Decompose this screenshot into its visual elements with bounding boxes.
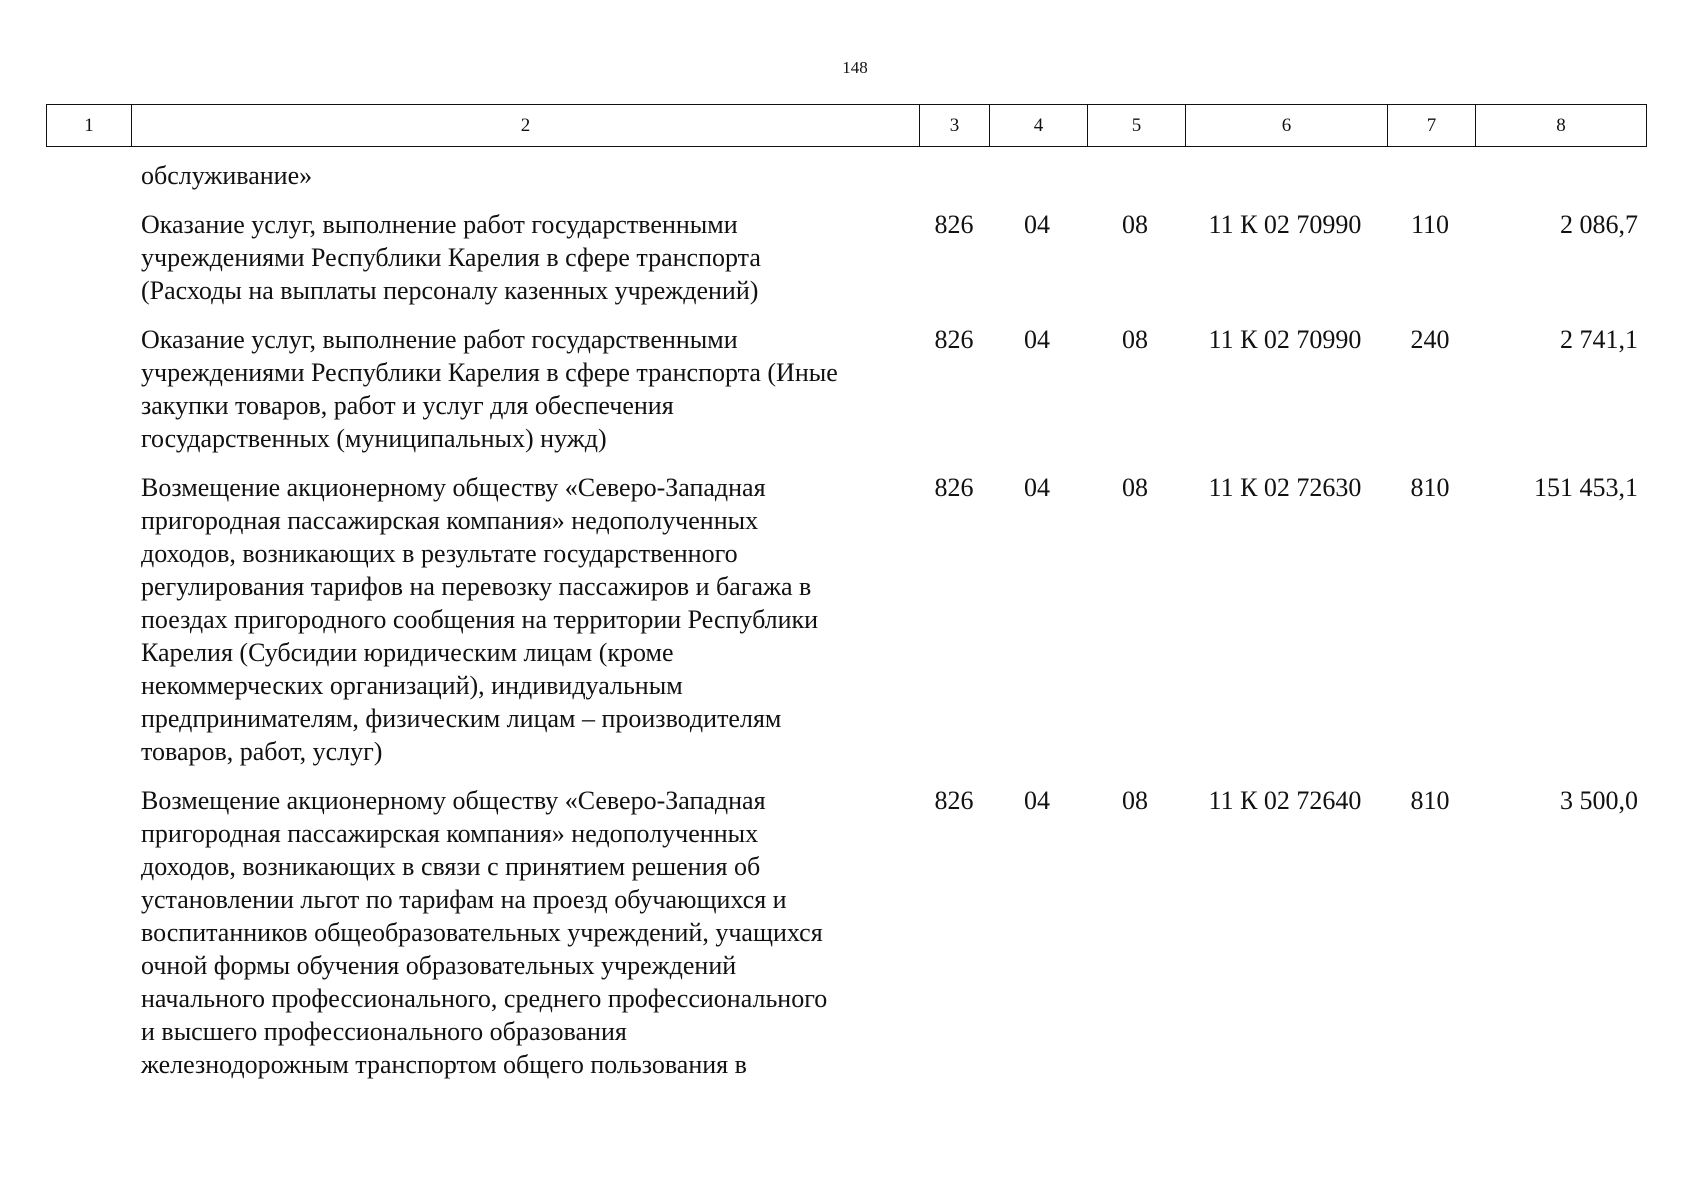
description-line: железнодорожным транспортом общего пользования в bbox=[141, 1050, 747, 1079]
description-line: учреждениями Республики Карелия в сфере транспорта bbox=[141, 243, 761, 272]
description-line: регулирования тарифов на перевозку пассажиров и багажа в bbox=[141, 572, 812, 601]
header-col-8: 8 bbox=[1476, 105, 1647, 147]
description-line: поездах пригородного сообщения на территории Республики bbox=[141, 605, 819, 634]
amount: 2 086,7 bbox=[1560, 210, 1638, 239]
description-line: Оказание услуг, выполнение работ государственными bbox=[141, 210, 738, 239]
description-line: Возмещение акционерному обществу «Северо-Западная bbox=[141, 786, 766, 815]
header-col-1: 1 bbox=[47, 105, 132, 147]
description-line: Оказание услуг, выполнение работ государственными bbox=[141, 325, 738, 354]
section-code: 04 bbox=[1024, 786, 1050, 815]
description-line: доходов, возникающих в связи с принятием решения об bbox=[141, 852, 761, 881]
description-line: учреждениями Республики Карелия в сфере транспорта (Иные bbox=[141, 358, 838, 387]
description-line: начального профессионального, среднего профессионального bbox=[141, 984, 828, 1013]
header-col-7: 7 bbox=[1388, 105, 1476, 147]
section-code: 04 bbox=[1024, 210, 1050, 239]
header-col-5: 5 bbox=[1088, 105, 1186, 147]
row-description bbox=[141, 323, 911, 455]
section-code: 04 bbox=[1024, 473, 1050, 502]
description-line: установлении льгот по тарифам на проезд обучающихся и bbox=[141, 885, 787, 914]
expense-type-code: 810 bbox=[1410, 473, 1450, 502]
ministry-code: 826 bbox=[934, 325, 974, 354]
expense-type-code: 810 bbox=[1410, 786, 1450, 815]
subsection-code: 08 bbox=[1122, 210, 1148, 239]
header-col-6: 6 bbox=[1186, 105, 1388, 147]
continuation-text: обслуживание» bbox=[141, 161, 313, 190]
description-line: Карелия (Субсидии юридическим лицам (кроме bbox=[141, 638, 674, 667]
subsection-code: 08 bbox=[1122, 325, 1148, 354]
target-article-code: 11 К 02 72640 bbox=[1208, 786, 1362, 815]
description-line: пригородная пассажирская компания» недополученных bbox=[141, 506, 759, 535]
row-description bbox=[141, 208, 911, 307]
amount: 151 453,1 bbox=[1534, 473, 1638, 502]
description-line: государственных (муниципальных) нужд) bbox=[141, 424, 607, 453]
description-line: некоммерческих организаций), индивидуальным bbox=[141, 671, 683, 700]
amount: 2 741,1 bbox=[1560, 325, 1638, 354]
expense-type-code: 240 bbox=[1410, 325, 1450, 354]
column-number-header bbox=[46, 104, 1647, 147]
section-code: 04 bbox=[1024, 325, 1050, 354]
row-description bbox=[141, 784, 911, 1081]
target-article-code: 11 К 02 72630 bbox=[1208, 473, 1362, 502]
ministry-code: 826 bbox=[934, 210, 974, 239]
amount: 3 500,0 bbox=[1560, 786, 1638, 815]
target-article-code: 11 К 02 70990 bbox=[1208, 325, 1362, 354]
description-line: (Расходы на выплаты персоналу казенных учреждений) bbox=[141, 276, 759, 305]
description-line: очной формы обучения образовательных учреждений bbox=[141, 951, 737, 980]
description-line: товаров, работ, услуг) bbox=[141, 737, 383, 766]
target-article-code: 11 К 02 70990 bbox=[1208, 210, 1362, 239]
row-description bbox=[141, 471, 911, 768]
ministry-code: 826 bbox=[934, 473, 974, 502]
description-line: доходов, возникающих в результате государственного bbox=[141, 539, 738, 568]
description-line: Возмещение акционерному обществу «Северо-Западная bbox=[141, 473, 766, 502]
description-line: предпринимателям, физическим лицам – производителям bbox=[141, 704, 782, 733]
description-line: закупки товаров, работ и услуг для обеспечения bbox=[141, 391, 674, 420]
header-col-4: 4 bbox=[990, 105, 1088, 147]
expense-type-code: 110 bbox=[1410, 210, 1450, 239]
description-line: пригородная пассажирская компания» недополученных bbox=[141, 819, 759, 848]
ministry-code: 826 bbox=[934, 786, 974, 815]
description-line: воспитанников общеобразовательных учреждений, учащихся bbox=[141, 918, 823, 947]
header-col-3: 3 bbox=[920, 105, 990, 147]
description-line: и высшего профессионального образования bbox=[141, 1017, 627, 1046]
subsection-code: 08 bbox=[1122, 473, 1148, 502]
subsection-code: 08 bbox=[1122, 786, 1148, 815]
header-col-2: 2 bbox=[132, 105, 920, 147]
page-number: 148 bbox=[842, 58, 868, 77]
